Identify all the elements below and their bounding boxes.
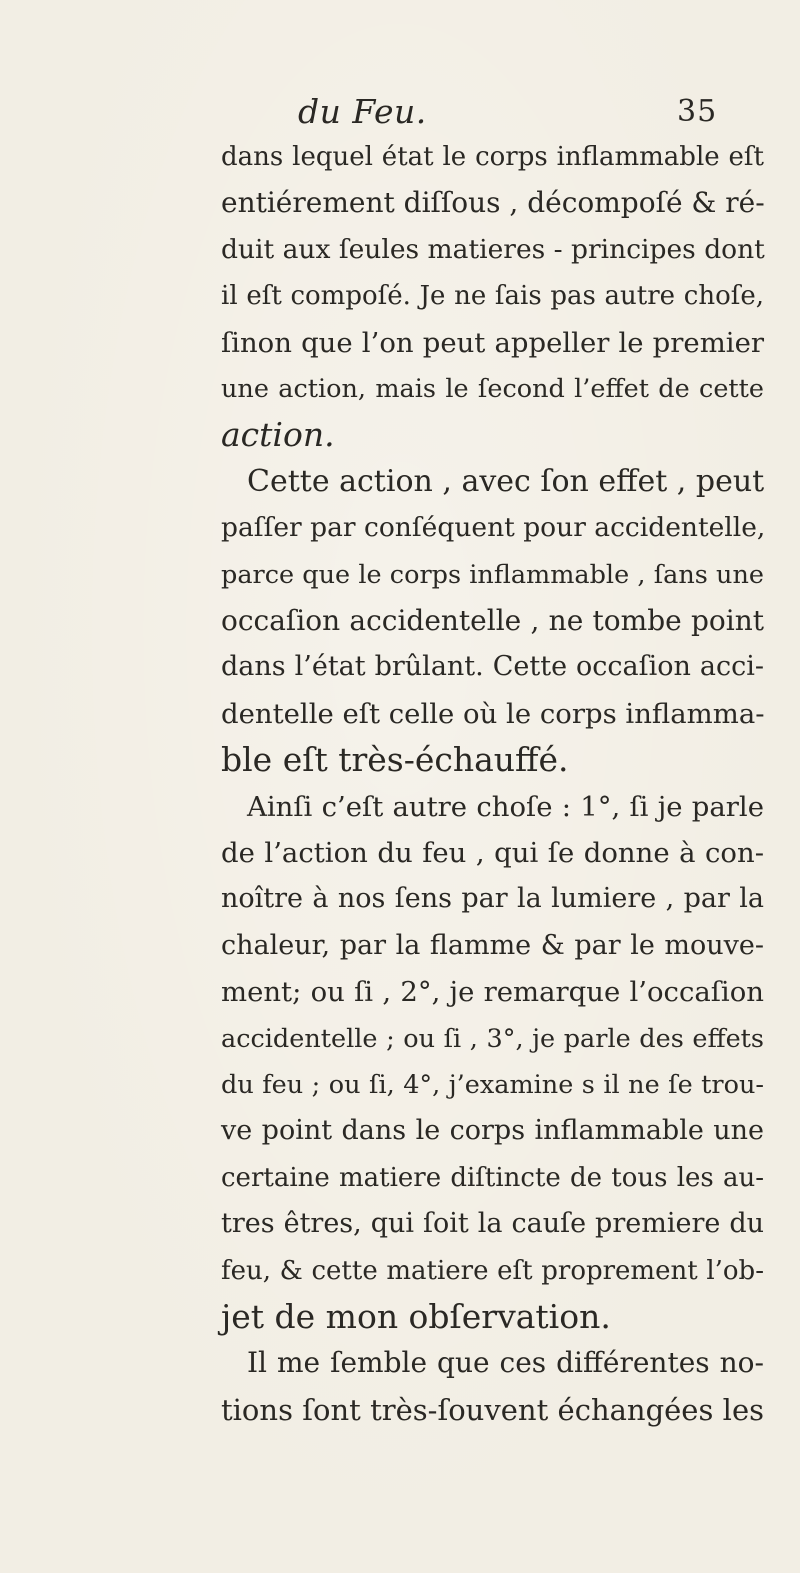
text-line: tions ſont très-ſouvent échangées les xyxy=(221,1392,764,1427)
text-line: action. xyxy=(221,415,335,455)
text-line: dans lequel état le corps inflammable eſt xyxy=(221,142,764,172)
text-line: paſſer par conſéquent pour accidentelle, xyxy=(221,512,766,544)
text-line: duit aux ſeules matieres - principes dont xyxy=(221,233,765,265)
text-line: accidentelle ; ou ſi , 3°, je parle des effets xyxy=(221,1023,764,1054)
text-line: parce que le corps inflammable , ſans une xyxy=(221,559,764,590)
text-line: tres êtres, qui ſoit la cauſe premiere du xyxy=(221,1208,764,1240)
text-line: Ainſi c’eſt autre choſe : 1°, ſi je parle xyxy=(247,790,764,823)
text-line: ment; ou ſi , 2°, je remarque l’occaſion xyxy=(221,976,764,1009)
text-line: ſinon que l’on peut appeller le premier xyxy=(221,326,764,359)
page-number: 35 xyxy=(677,94,718,129)
text-line: une action, mais le ſecond l’effet de cette xyxy=(221,374,764,404)
page-header xyxy=(0,92,800,132)
text-line: occaſion accidentelle , ne tombe point xyxy=(221,604,764,637)
text-line: chaleur, par la flamme & par le mouve- xyxy=(221,929,764,961)
running-title: du Feu. xyxy=(298,92,427,131)
text-line: jet de mon obſervation. xyxy=(221,1297,611,1336)
text-line: du feu ; ou ſi, 4°, j’examine s il ne ſe trou- xyxy=(221,1070,764,1100)
text-line: feu, & cette matiere eſt proprement l’ob- xyxy=(221,1255,764,1286)
text-line: Il me ſemble que ces différentes no- xyxy=(247,1346,764,1380)
text-line: entiérement diſſous , décompoſé & ré- xyxy=(221,186,765,220)
text-line: ve point dans le corps inflammable une xyxy=(221,1115,764,1147)
text-line: ble eſt très-échauffé. xyxy=(221,740,569,780)
text-line: de l’action du feu , qui ſe donne à con- xyxy=(221,837,764,869)
text-line: certaine matiere diſtincte de tous les au- xyxy=(221,1162,764,1193)
text-line: il eſt compoſé. Je ne ſais pas autre choſe, xyxy=(221,281,764,312)
text-line: noître à nos ſens par la lumiere , par la xyxy=(221,883,764,915)
text-line: dentelle eſt celle où le corps inflamma- xyxy=(221,697,765,730)
text-line: dans l’état brûlant. Cette occaſion acci- xyxy=(221,651,764,683)
text-line: Cette action , avec ſon effet , peut xyxy=(247,463,765,499)
